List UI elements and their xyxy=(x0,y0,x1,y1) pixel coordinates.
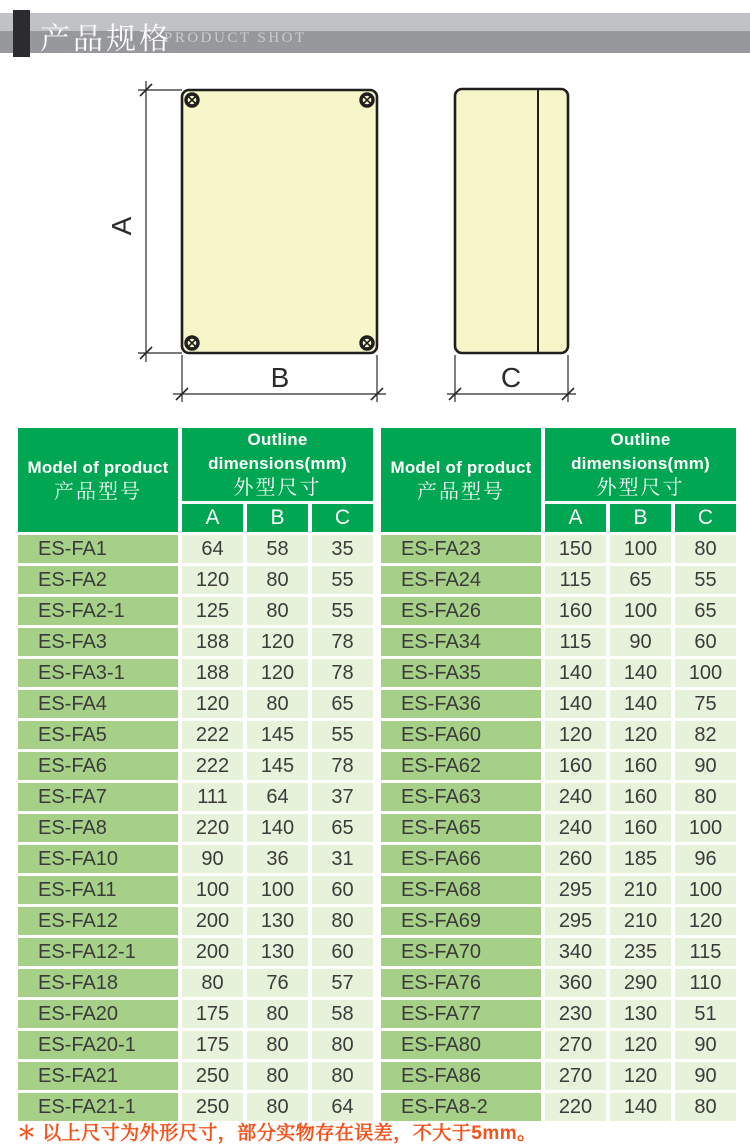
dim-a-cell: 220 xyxy=(182,814,243,842)
dim-c-cell: 78 xyxy=(312,659,373,687)
model-cell: ES-FA70 xyxy=(381,938,541,966)
dim-a-cell: 200 xyxy=(182,938,243,966)
dim-a-cell: 125 xyxy=(182,597,243,625)
dim-a-cell: 270 xyxy=(545,1062,606,1090)
model-cell: ES-FA60 xyxy=(381,721,541,749)
dim-b-cell: 140 xyxy=(610,1093,671,1121)
dim-a-cell: 240 xyxy=(545,814,606,842)
model-header-cn: 产品型号 xyxy=(417,480,505,503)
model-column-header xyxy=(18,428,178,532)
model-cell: ES-FA69 xyxy=(381,907,541,935)
dim-b-cell: 120 xyxy=(247,628,308,656)
table-row xyxy=(18,535,373,563)
model-cell: ES-FA23 xyxy=(381,535,541,563)
model-cell: ES-FA7 xyxy=(18,783,178,811)
dim-c-cell: 64 xyxy=(312,1093,373,1121)
page-subtitle: PRODUCT SHOT xyxy=(164,30,307,46)
table-row xyxy=(18,1031,373,1059)
model-cell: ES-FA63 xyxy=(381,783,541,811)
dim-c-cell: 55 xyxy=(312,597,373,625)
model-cell: ES-FA2-1 xyxy=(18,597,178,625)
model-cell: ES-FA4 xyxy=(18,690,178,718)
table-row xyxy=(18,628,373,656)
dim-a-cell: 160 xyxy=(545,752,606,780)
dim-c-cell: 80 xyxy=(312,907,373,935)
dim-c-cell: 55 xyxy=(675,566,736,594)
dim-c-cell: 80 xyxy=(675,535,736,563)
dim-b-cell: 80 xyxy=(247,597,308,625)
table-row xyxy=(18,1093,373,1121)
header-accent-bar xyxy=(13,10,30,57)
model-cell: ES-FA18 xyxy=(18,969,178,997)
side-view xyxy=(455,89,568,353)
table-row xyxy=(381,535,736,563)
dim-a-cell: 120 xyxy=(182,690,243,718)
table-row xyxy=(381,1062,736,1090)
front-view xyxy=(182,90,377,353)
dim-c-cell: 65 xyxy=(312,690,373,718)
dim-a-cell: 295 xyxy=(545,876,606,904)
model-cell: ES-FA80 xyxy=(381,1031,541,1059)
dim-c-cell: 60 xyxy=(312,876,373,904)
col-header-c: C xyxy=(312,504,373,532)
dim-c-cell: 96 xyxy=(675,845,736,873)
dim-a-cell: 120 xyxy=(182,566,243,594)
model-cell: ES-FA10 xyxy=(18,845,178,873)
table-row xyxy=(381,1093,736,1121)
dim-a-cell: 115 xyxy=(545,566,606,594)
dim-a-cell: 140 xyxy=(545,659,606,687)
dimension-c-label: C xyxy=(500,362,522,393)
model-cell: ES-FA77 xyxy=(381,1000,541,1028)
model-cell: ES-FA65 xyxy=(381,814,541,842)
dims-header-en: Outline dimensions(mm) xyxy=(208,430,347,473)
dim-b-cell: 130 xyxy=(610,1000,671,1028)
model-cell: ES-FA24 xyxy=(381,566,541,594)
dim-c-cell: 55 xyxy=(312,721,373,749)
dim-b-cell: 130 xyxy=(247,907,308,935)
dim-b-cell: 130 xyxy=(247,938,308,966)
model-cell: ES-FA20 xyxy=(18,1000,178,1028)
model-cell: ES-FA6 xyxy=(18,752,178,780)
table-row xyxy=(18,721,373,749)
model-cell: ES-FA3 xyxy=(18,628,178,656)
dim-a-cell: 175 xyxy=(182,1031,243,1059)
dim-c-cell: 78 xyxy=(312,752,373,780)
dim-a-cell: 360 xyxy=(545,969,606,997)
spec-tables xyxy=(14,425,740,1124)
model-cell: ES-FA20-1 xyxy=(18,1031,178,1059)
dim-c-cell: 82 xyxy=(675,721,736,749)
dim-c-cell: 65 xyxy=(312,814,373,842)
dim-c-cell: 110 xyxy=(675,969,736,997)
spec-table-left xyxy=(14,425,377,1124)
dim-c-cell: 100 xyxy=(675,814,736,842)
dim-b-cell: 290 xyxy=(610,969,671,997)
col-header-a: A xyxy=(182,504,243,532)
page-title: 产品规格 xyxy=(40,23,172,56)
dim-b-cell: 210 xyxy=(610,876,671,904)
dim-c-cell: 80 xyxy=(312,1031,373,1059)
dim-a-cell: 120 xyxy=(545,721,606,749)
screw-icon xyxy=(186,94,198,106)
table-row xyxy=(18,1000,373,1028)
dim-b-cell: 235 xyxy=(610,938,671,966)
dim-b-cell: 76 xyxy=(247,969,308,997)
table-row xyxy=(18,597,373,625)
table-row xyxy=(381,814,736,842)
dim-c-cell: 57 xyxy=(312,969,373,997)
dims-header-en: Outline dimensions(mm) xyxy=(571,430,710,473)
dim-b-cell: 145 xyxy=(247,752,308,780)
model-cell: ES-FA12-1 xyxy=(18,938,178,966)
dim-a-cell: 295 xyxy=(545,907,606,935)
dim-c-cell: 90 xyxy=(675,752,736,780)
table-row xyxy=(18,783,373,811)
dim-a-cell: 222 xyxy=(182,721,243,749)
table-row xyxy=(381,876,736,904)
model-column-header xyxy=(381,428,541,532)
table-row xyxy=(381,628,736,656)
table-row xyxy=(18,1062,373,1090)
dim-a-cell: 270 xyxy=(545,1031,606,1059)
dim-c-cell: 60 xyxy=(675,628,736,656)
dim-a-cell: 175 xyxy=(182,1000,243,1028)
model-cell: ES-FA2 xyxy=(18,566,178,594)
dim-c-cell: 78 xyxy=(312,628,373,656)
enclosure-front-face xyxy=(182,90,377,353)
model-cell: ES-FA62 xyxy=(381,752,541,780)
model-cell: ES-FA76 xyxy=(381,969,541,997)
dimension-a-lines xyxy=(138,81,182,362)
dim-b-cell: 120 xyxy=(610,721,671,749)
dim-c-cell: 100 xyxy=(675,876,736,904)
dim-a-cell: 250 xyxy=(182,1093,243,1121)
col-header-a: A xyxy=(545,504,606,532)
dim-a-cell: 188 xyxy=(182,628,243,656)
dim-c-cell: 35 xyxy=(312,535,373,563)
dim-b-cell: 140 xyxy=(610,690,671,718)
dim-c-cell: 115 xyxy=(675,938,736,966)
model-cell: ES-FA8 xyxy=(18,814,178,842)
table-row xyxy=(381,907,736,935)
table-row xyxy=(381,969,736,997)
model-cell: ES-FA21-1 xyxy=(18,1093,178,1121)
model-cell: ES-FA34 xyxy=(381,628,541,656)
dim-a-cell: 140 xyxy=(545,690,606,718)
dim-b-cell: 100 xyxy=(247,876,308,904)
dim-b-cell: 120 xyxy=(610,1031,671,1059)
dim-a-cell: 222 xyxy=(182,752,243,780)
table-row xyxy=(18,566,373,594)
enclosure-side-face xyxy=(455,89,568,353)
screw-icon xyxy=(361,94,373,106)
dim-c-cell: 31 xyxy=(312,845,373,873)
col-header-b: B xyxy=(247,504,308,532)
table-row xyxy=(18,845,373,873)
table-row xyxy=(18,876,373,904)
table-row xyxy=(18,814,373,842)
dim-c-cell: 75 xyxy=(675,690,736,718)
dimensions-column-header xyxy=(182,428,373,501)
dim-b-cell: 80 xyxy=(247,1062,308,1090)
spec-table-right xyxy=(377,425,740,1124)
dimension-b-label: B xyxy=(270,362,290,393)
dim-a-cell: 150 xyxy=(545,535,606,563)
table-row xyxy=(381,690,736,718)
dim-b-cell: 65 xyxy=(610,566,671,594)
dim-b-cell: 160 xyxy=(610,814,671,842)
dim-c-cell: 80 xyxy=(312,1062,373,1090)
dim-a-cell: 64 xyxy=(182,535,243,563)
dim-b-cell: 100 xyxy=(610,535,671,563)
table-row xyxy=(381,783,736,811)
model-cell: ES-FA5 xyxy=(18,721,178,749)
model-cell: ES-FA68 xyxy=(381,876,541,904)
dim-b-cell: 160 xyxy=(610,752,671,780)
dim-a-cell: 100 xyxy=(182,876,243,904)
dimensions-column-header xyxy=(545,428,736,501)
dims-header-cn: 外型尺寸 xyxy=(233,477,322,499)
dim-b-cell: 120 xyxy=(610,1062,671,1090)
dim-b-cell: 80 xyxy=(247,1093,308,1121)
dim-c-cell: 58 xyxy=(312,1000,373,1028)
dim-a-cell: 220 xyxy=(545,1093,606,1121)
dim-c-cell: 60 xyxy=(312,938,373,966)
model-cell: ES-FA86 xyxy=(381,1062,541,1090)
dim-c-cell: 51 xyxy=(675,1000,736,1028)
table-row xyxy=(381,1031,736,1059)
dim-b-cell: 140 xyxy=(247,814,308,842)
model-cell: ES-FA3-1 xyxy=(18,659,178,687)
dim-b-cell: 145 xyxy=(247,721,308,749)
col-header-c: C xyxy=(675,504,736,532)
dim-c-cell: 90 xyxy=(675,1031,736,1059)
model-cell: ES-FA36 xyxy=(381,690,541,718)
model-cell: ES-FA26 xyxy=(381,597,541,625)
dim-a-cell: 340 xyxy=(545,938,606,966)
dim-b-cell: 64 xyxy=(247,783,308,811)
model-cell: ES-FA1 xyxy=(18,535,178,563)
dim-a-cell: 260 xyxy=(545,845,606,873)
dim-b-cell: 58 xyxy=(247,535,308,563)
table-row xyxy=(18,690,373,718)
dimension-a-label: A xyxy=(106,216,137,236)
dim-a-cell: 160 xyxy=(545,597,606,625)
table-row xyxy=(381,566,736,594)
table-row xyxy=(381,845,736,873)
dim-b-cell: 80 xyxy=(247,566,308,594)
dim-a-cell: 188 xyxy=(182,659,243,687)
model-header-en: Model of product xyxy=(390,457,532,477)
dim-a-cell: 200 xyxy=(182,907,243,935)
dim-b-cell: 80 xyxy=(247,1000,308,1028)
dim-c-cell: 65 xyxy=(675,597,736,625)
dim-c-cell: 37 xyxy=(312,783,373,811)
table-row xyxy=(381,659,736,687)
col-header-b: B xyxy=(610,504,671,532)
dim-a-cell: 250 xyxy=(182,1062,243,1090)
dim-b-cell: 160 xyxy=(610,783,671,811)
model-cell: ES-FA66 xyxy=(381,845,541,873)
dim-c-cell: 80 xyxy=(675,1093,736,1121)
dim-a-cell: 90 xyxy=(182,845,243,873)
dim-a-cell: 80 xyxy=(182,969,243,997)
dim-b-cell: 100 xyxy=(610,597,671,625)
table-row xyxy=(381,1000,736,1028)
table-row xyxy=(18,659,373,687)
table-row xyxy=(381,938,736,966)
model-cell: ES-FA8-2 xyxy=(381,1093,541,1121)
tolerance-footnote: ＊ 以上尺寸为外形尺寸，部分实物存在误差，不大于5mm。 xyxy=(17,1123,537,1144)
model-header-cn: 产品型号 xyxy=(54,480,142,503)
model-header-en: Model of product xyxy=(27,457,169,477)
dim-b-cell: 120 xyxy=(247,659,308,687)
dim-c-cell: 80 xyxy=(675,783,736,811)
dim-a-cell: 111 xyxy=(182,783,243,811)
enclosure-drawing xyxy=(0,76,750,421)
dims-header-cn: 外型尺寸 xyxy=(596,477,685,499)
table-row xyxy=(18,969,373,997)
table-row xyxy=(381,752,736,780)
table-row xyxy=(381,721,736,749)
dim-c-cell: 90 xyxy=(675,1062,736,1090)
dim-c-cell: 120 xyxy=(675,907,736,935)
model-cell: ES-FA11 xyxy=(18,876,178,904)
table-row xyxy=(18,752,373,780)
model-cell: ES-FA21 xyxy=(18,1062,178,1090)
screw-icon xyxy=(361,337,373,349)
dim-a-cell: 240 xyxy=(545,783,606,811)
table-row xyxy=(18,907,373,935)
model-cell: ES-FA12 xyxy=(18,907,178,935)
dim-a-cell: 230 xyxy=(545,1000,606,1028)
dim-b-cell: 36 xyxy=(247,845,308,873)
dim-b-cell: 210 xyxy=(610,907,671,935)
screw-icon xyxy=(186,337,198,349)
dim-a-cell: 115 xyxy=(545,628,606,656)
table-row xyxy=(381,597,736,625)
dim-c-cell: 100 xyxy=(675,659,736,687)
dim-b-cell: 185 xyxy=(610,845,671,873)
dim-b-cell: 80 xyxy=(247,1031,308,1059)
model-cell: ES-FA35 xyxy=(381,659,541,687)
dim-b-cell: 140 xyxy=(610,659,671,687)
table-row xyxy=(18,938,373,966)
dim-b-cell: 80 xyxy=(247,690,308,718)
dim-c-cell: 55 xyxy=(312,566,373,594)
dim-b-cell: 90 xyxy=(610,628,671,656)
